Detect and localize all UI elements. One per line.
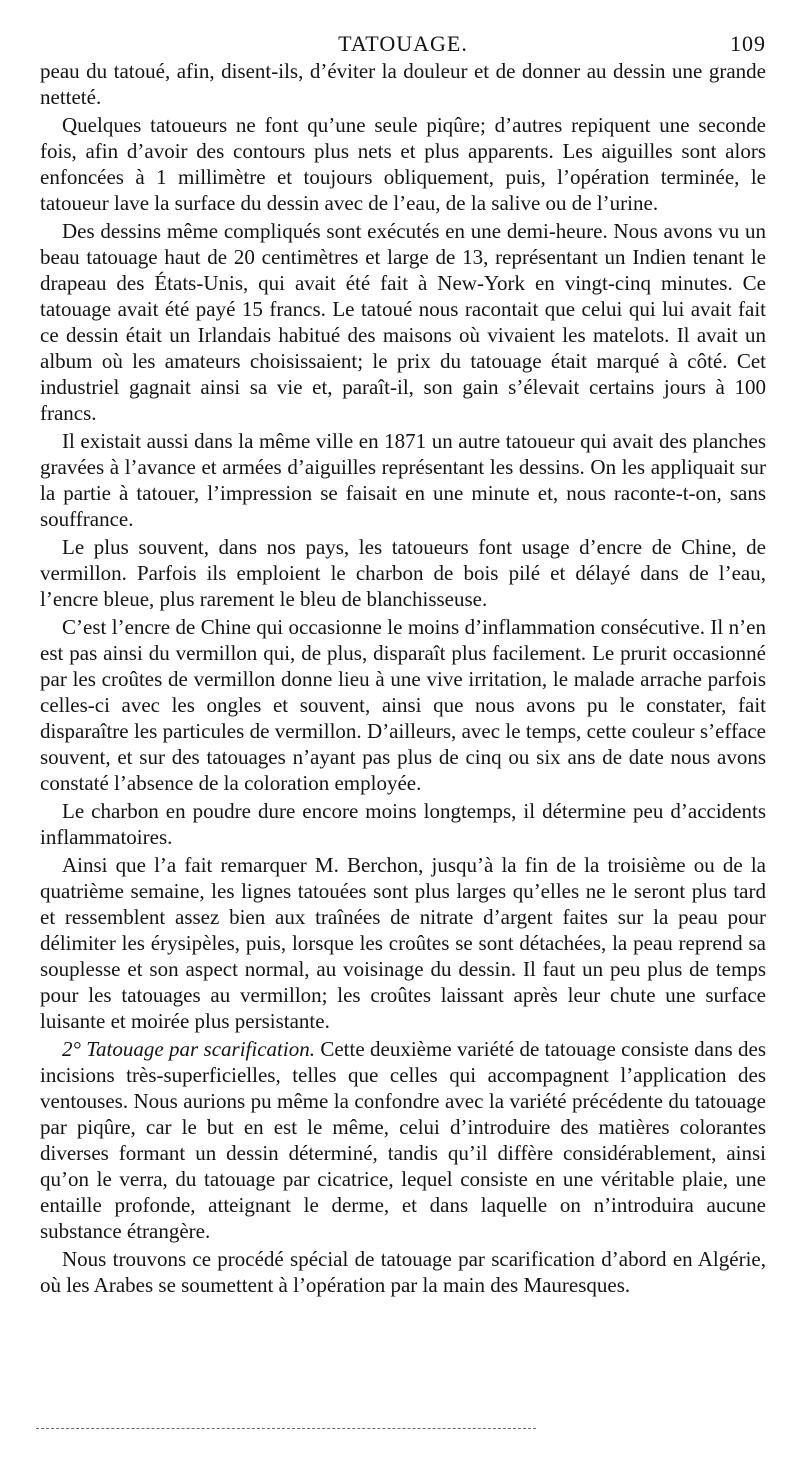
paragraph-7 — [40, 798, 766, 850]
paragraph-1-text: peau du tatoué, afin, disent-ils, d’éviter la douleur et de donner au dessin une grande netteté. — [40, 59, 766, 109]
paragraph-7-text: Le charbon en poudre dure encore moins longtemps, il détermine peu d’accidents inflammatoires. — [40, 799, 766, 849]
paragraph-2-text: Quelques tatoueurs ne font qu’une seule piqûre; d’autres repiquent une seconde fois, afin d’avoir des contours plus nets et plus apparents. Les aiguilles sont alors enfoncées à 1 millimètre et toujours obliquement, puis, l’opération terminée, le tatoueur lave la surface du dessin avec de l’eau, de la salive ou de l’urine. — [40, 113, 766, 215]
paragraph-6-text: C’est l’encre de Chine qui occasionne le moins d’inflammation consécutive. Il n’en est pas ainsi du vermillon qui, de plus, disparaît plus facilement. Le prurit occasionné par les croûtes de vermillon donne lieu à une vive irritation, le malade arrache parfois celles-ci avec les ongles et souvent, ainsi que nous avons pu le constater, fait disparaître les particules de vermillon. D’ailleurs, avec le temps, cette couleur s’efface souvent, et sur des tatouages n’ayant pas plus de cinq ou six ans de date nous avons constaté l’absence de la coloration employée. — [40, 615, 766, 795]
running-title: TATOUAGE. — [338, 31, 468, 56]
paragraph-2 — [40, 112, 766, 216]
page-number: 109 — [730, 31, 766, 56]
running-head — [40, 30, 766, 58]
paragraph-8-text: Ainsi que l’a fait remarquer M. Berchon, jusqu’à la fin de la troisième ou de la quatrième semaine, les lignes tatouées sont plus larges qu’elles ne le seront plus tard et ressemblent assez bien aux traînées de nitrate d’argent faites sur la peau pour délimiter les érysipèles, puis, lorsque les croûtes se sont détachées, la peau reprend sa souplesse et son aspect normal, au voisinage du dessin. Il faut un peu plus de temps pour les tatouages au vermillon; les croûtes laissant après leur chute une surface luisante et moirée plus persistante. — [40, 853, 766, 1033]
paragraph-5 — [40, 534, 766, 612]
paragraph-3-text: Des dessins même compliqués sont exécutés en une demi-heure. Nous avons vu un beau tatouage haut de 20 centimètres et large de 13, représentant un Indien tenant le drapeau des États-Unis, qui avait été fait à New-York en vingt-cinq minutes. Ce tatouage avait été payé 15 francs. Le tatoué nous racontait que celui qui lui avait fait ce dessin était un Irlandais habitué des maisons où vivaient les matelots. Il avait un album où les amateurs choisissaient; le prix du tatouage était marqué à côté. Cet industriel gagnait ainsi sa vie et, paraît-il, son gain s’élevait certains jours à 100 francs. — [40, 219, 766, 425]
paragraph-5-text: Le plus souvent, dans nos pays, les tatoueurs font usage d’encre de Chine, de vermillon. Parfois ils emploient le charbon de bois pilé et délayé dans de l’eau, l’encre bleue, plus rarement le bleu de blanchisseuse. — [40, 535, 766, 611]
footer-rule — [36, 1428, 536, 1429]
paragraph-4 — [40, 428, 766, 532]
paragraph-9-text: Cette deuxième variété de tatouage consiste dans des incisions très-superficielles, telles que celles qui accompagnent l’application des ventouses. Nous aurions pu même la confondre avec la variété précédente du tatouage par piqûre, car le but en est le même, celui d’introduire des matières colorantes diverses formant un dessin déterminé, tandis qu’il diffère considérablement, ainsi qu’on le verra, du tatouage par cicatrice, lequel consiste en une véritable plaie, une entaille profonde, atteignant le derme, et dans laquelle on n’introduira aucune substance étrangère. — [40, 1037, 766, 1243]
paragraph-4-text: Il existait aussi dans la même ville en 1871 un autre tatoueur qui avait des planches gravées à l’avance et armées d’aiguilles représentant les dessins. On les appliquait sur la partie à tatouer, l’impression se faisait en une minute et, nous raconte-t-on, sans souffrance. — [40, 429, 766, 531]
paragraph-9 — [40, 1036, 766, 1244]
section-lead: 2° Tatouage par scarification. — [62, 1037, 315, 1061]
body-text — [40, 58, 766, 1300]
paragraph-8 — [40, 852, 766, 1034]
paragraph-10-text: Nous trouvons ce procédé spécial de tatouage par scarification d’abord en Algérie, où les Arabes se soumettent à l’opération par la main des Mauresques. — [40, 1247, 766, 1297]
paragraph-1 — [40, 58, 766, 110]
paragraph-6 — [40, 614, 766, 796]
paragraph-3 — [40, 218, 766, 426]
paragraph-10 — [40, 1246, 766, 1298]
